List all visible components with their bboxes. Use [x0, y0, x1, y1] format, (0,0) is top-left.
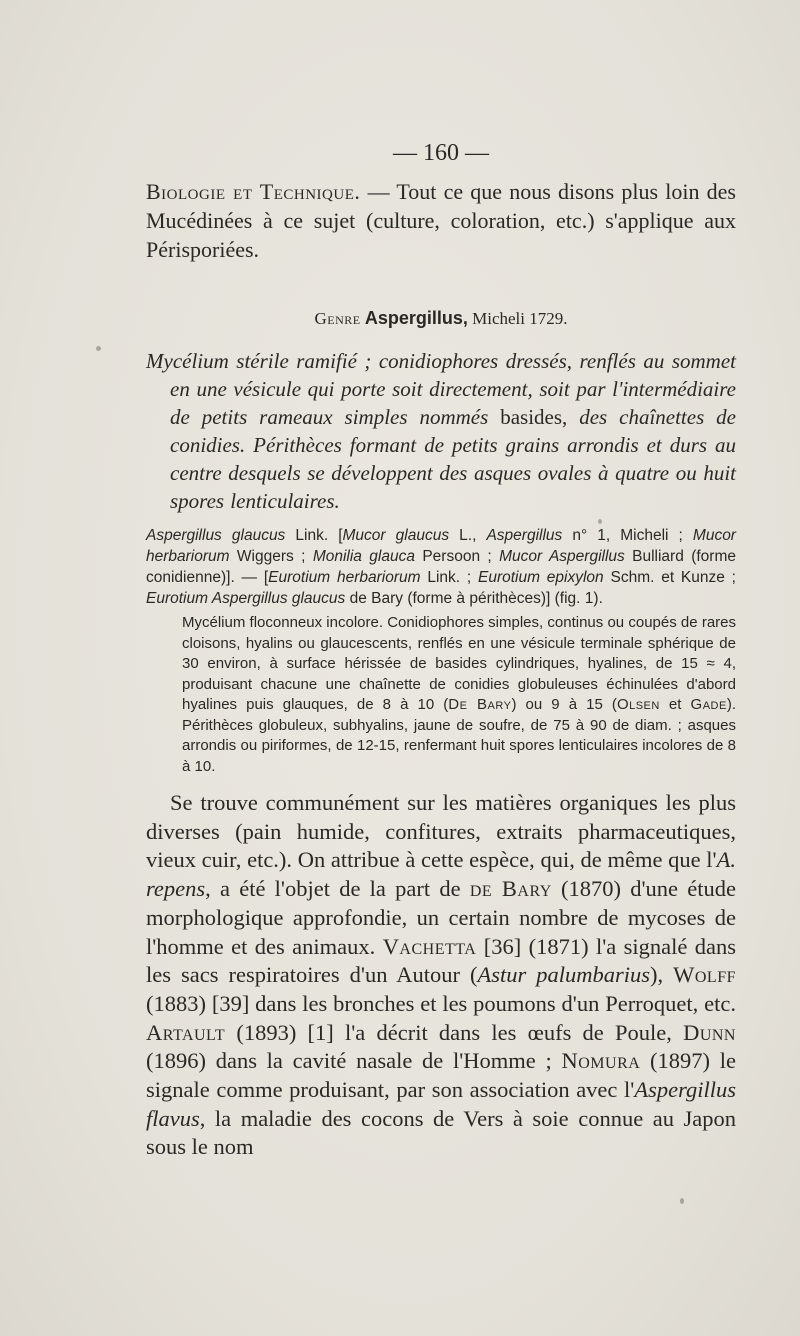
basides-term: basides,: [500, 405, 568, 429]
paper-spot: [96, 346, 101, 351]
syn-text: n° 1, Micheli ;: [562, 527, 693, 544]
syn-name: Eurotium Aspergillus glaucus: [146, 590, 346, 607]
syn-name: Aspergillus: [486, 527, 563, 544]
genus-heading: [146, 308, 736, 329]
page-content: [146, 140, 736, 1162]
species-ref: Astur palumbarius: [477, 962, 651, 988]
syn-text: Schm. et Kunze ;: [603, 569, 736, 586]
genus-author: Micheli 1729.: [467, 309, 568, 328]
species-ref: A. repens: [146, 847, 736, 902]
syn-text: Persoon ;: [414, 548, 500, 565]
author-name: Artault: [146, 1019, 226, 1045]
author-name: Dunn: [683, 1019, 736, 1045]
body-text: (1893) [1] l'a décrit dans les œufs de Poule,: [225, 1019, 684, 1045]
syn-name: Mucor Aspergillus: [499, 548, 625, 565]
body-text: ),: [650, 962, 674, 988]
desc-text: Mycélium floconneux incolore. Conidiophores simples, continus ou coupés de rares cloisons, hyalins ou glaucescents, renflés en une vésicule terminale sphérique de 30 environ, à surface hérissée de basides cylindriques, hyalines, de 15 ≈ 4, produisant chacune une chaînette de conidies globuleuses échinulées d'abord hyalines puis glauques, de 8 à 10 (: [182, 614, 736, 713]
desc-text: ) ou 9 à 15 (: [511, 696, 617, 713]
biologie-text: — Tout ce que nous disons plus loin des Mucédinées à ce sujet (culture, coloration, etc.) s'applique aux Périsporiées.: [146, 179, 736, 262]
body-text: (1897) le signale comme produisant, par son association avec l': [146, 1048, 736, 1103]
syn-name: Mucor glaucus: [342, 527, 450, 544]
desc-text: et: [659, 696, 691, 713]
paper-spot: [598, 519, 602, 524]
body-text: Se trouve communément sur les matières organiques les plus diverses (pain humide, confitures, extraits pharmaceutiques, vieux cuir, etc.). On attribue à cette espèce, qui, de même que l': [146, 790, 736, 873]
syn-name: Mucor herbariorum: [146, 527, 736, 565]
author-name: Nomura: [561, 1048, 641, 1074]
author-name: De Bary: [448, 696, 512, 713]
species-synonymy: [146, 525, 736, 609]
syn-text: Link. [: [285, 527, 343, 544]
body-text: [36] (1871) l'a signalé dans les sacs respiratoires d'un Autour (: [146, 933, 736, 988]
diagnosis-text-2: des chaînettes de conidies. Périthèces formant de petits grains arrondis et durs au centre desquels se développent des asques ovales à quatre ou huit spores lenticulaires.: [170, 405, 737, 513]
syn-name: Eurotium epixylon: [477, 569, 604, 586]
diagnosis-text-1: Mycélium stérile ramifié ; conidiophores dressés, renflés au sommet en une vésicule qui porte soit directement, soit par l'intermédiaire de petits rameaux simples nommés: [146, 349, 736, 429]
author-name: Gade: [690, 696, 727, 713]
biologie-paragraph: [146, 177, 736, 264]
species-ref: Aspergillus flavus: [146, 1077, 736, 1131]
syn-text: de Bary (forme à périthèces)] (fig. 1).: [345, 590, 603, 607]
body-text: , la maladie des cocons de Vers à soie connue au Japon sous le nom: [146, 1105, 736, 1160]
page-number: — 160 —: [393, 140, 489, 166]
syn-text: L.,: [449, 527, 487, 544]
genre-label: Genre: [314, 309, 361, 328]
body-paragraph: [146, 789, 736, 1162]
body-text: , a été l'objet de la part de: [205, 876, 470, 902]
author-name: Vachetta: [382, 933, 477, 959]
author-name: Olsen: [616, 696, 660, 713]
body-text: (1883) [39] dans les bronches et les poumons d'un Perroquet, etc.: [146, 990, 736, 1016]
syn-name: Monilia glauca: [312, 548, 415, 565]
genus-name: Aspergillus,: [364, 308, 468, 328]
species-name: Aspergillus glaucus: [146, 527, 286, 544]
body-text: (1896) dans la cavité nasale de l'Homme ;: [146, 1048, 562, 1074]
section-heading: Biologie et Technique.: [146, 179, 361, 204]
body-text: (1870) d'une étude morphologique approfondie, un certain nombre de mycoses de l'homme et des animaux.: [146, 876, 736, 959]
syn-text: Link. ;: [420, 569, 478, 586]
desc-text: ). Périthèces globuleux, subhyalins, jaune de soufre, de 75 à 90 de diam. ; asques arrondis ou piriformes, de 12-15, renfermant huit spores lenticulaires incolores de 8 à 10.: [182, 696, 736, 775]
author-name: de Bary: [469, 876, 552, 902]
author-name: Wolff: [673, 962, 737, 988]
syn-text: Bulliard (forme conidienne)]. — [: [146, 548, 736, 586]
genus-diagnosis: [146, 347, 736, 515]
syn-name: Eurotium herbariorum: [268, 569, 421, 586]
syn-text: Wiggers ;: [229, 548, 313, 565]
species-description: [182, 613, 736, 777]
paper-spot: [680, 1198, 684, 1204]
